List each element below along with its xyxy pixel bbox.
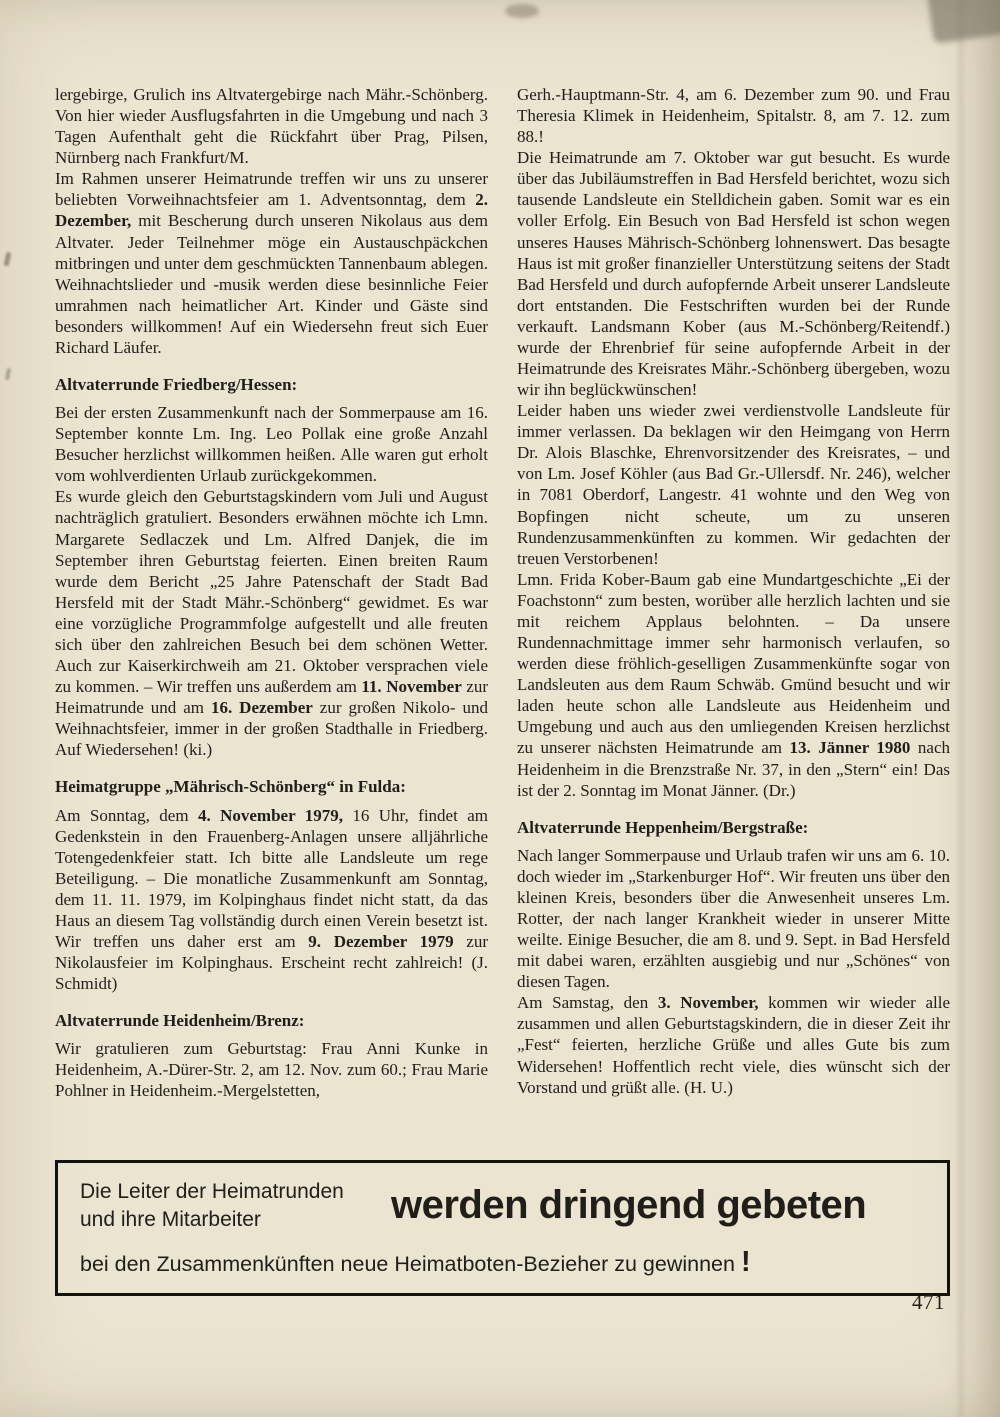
- section-heading-heidenheim: Altvaterrunde Heidenheim/Brenz:: [55, 1011, 305, 1031]
- paragraph-friedberg-1: Bei der ersten Zusammenkunft nach der Sommerpause am 16. September konnte Lm. Ing. Leo Pollak eine große Anzahl Besucher herzlichst willkommen heißen. Alle waren gut erholt vom wohlverdienten Urlaub zurückgekommen.: [55, 403, 488, 486]
- paragraph-heppenheim-2: Am Samstag, den 3. November, kommen wir wieder alle zusammen und allen Geburtstagskindern, die in dieser Zeit ihr „Fest“ feierten, herzliche Grüße und alles Gute bis zum Widersehen! Hoffentlich recht viele, dies wünscht sich der Vorstand und grüßt alle. (H. U.): [517, 993, 950, 1097]
- scan-artifact: [958, 0, 964, 1417]
- paragraph-vorweihnachtsfeier: Im Rahmen unserer Heimatrunde treffen wir uns zu unserer beliebten Vorweihnachtsfeier am 1. Adventsonntag, dem 2. Dezember, mit Bescherung durch unseren Nikolaus aus dem Altvater. Jeder Teilnehmer möge ein Austauschpäckchen mitbringen und unter dem geschmückten Tannenbaum ablegen. Weihnachtslieder und -musik werden diese besinnliche Feier umrahmen nach heimatlicher Art. Kinder und Gäste sind besonders willkommen! Auf ein Wiedersehn freut sich Euer Richard Läufer.: [55, 169, 488, 357]
- announcement-headline: werden dringend gebeten: [391, 1183, 867, 1228]
- paragraph-heidenheim-4: Leider haben uns wieder zwei verdienstvolle Landsleute für immer verlassen. Da beklagen wir den Heimgang von Herrn Dr. Alois Blaschke, Ehrenvorsitzender des Kreisrates, – und von Lm. Josef Köhler (aus Bad Gr.-Ullersdf. Nr. 246), welcher in 7081 Oberdorf, Langestr. 41 wohnte und den Weg von Bopfingen nicht scheute, um zu unseren Rundenzusammenkünften zu kommen. Wir gedachten der treuen Verstorbenen!: [517, 401, 950, 568]
- announcement-bottom-line: bei den Zusammenkünften neue Heimatboten-Bezieher zu gewinnen !: [80, 1246, 751, 1279]
- text-columns: [55, 84, 950, 1154]
- section-heading-heppenheim: Altvaterrunde Heppenheim/Bergstraße:: [517, 817, 809, 837]
- left-column: [55, 84, 488, 1154]
- section-heading-friedberg: Altvaterrunde Friedberg/Hessen:: [55, 375, 298, 395]
- paragraph-heidenheim-3: Die Heimatrunde am 7. Oktober war gut besucht. Es wurde über das Jubiläumstreffen in Bad Hersfeld berichtet, wozu sich tausende Landsleute ein Stelldichein gaben. Somit war es ein voller Erfolg. Ein Besuch von Bad Hersfeld ist schon wegen unseres Hauses Mährisch-Schönberg lohnenswert. Das besagte Haus ist mit großer finanzieller Unterstützung seitens der Stadt Bad Hersfeld und durch aufopfernde Arbeit unserer Landsleute dort entstanden. Die Festschriften wurden bei der Runde verkauft. Landsmann Kober (aus M.-Schönberg/Reitendf.) wurde der Ehrenbrief für seine aufopfernde Arbeit in der Heimatrunde des Kreisrates Mähr.-Schönberg übergeben, wozu wir ihn beglückwünschen!: [517, 148, 950, 400]
- right-column: [517, 84, 950, 1154]
- scan-artifact: [5, 368, 11, 381]
- paragraph-heppenheim-1: Nach langer Sommerpause und Urlaub trafen wir uns am 6. 10. doch wieder im „Starkenburger Hof“. Wir freuten uns über den kleinen Kreis, besonders über die Anwesenheit unseres Lm. Rotter, der nach langer Krankheit wieder in unserer Mitte weilte. Einige Besucher, die am 8. und 9. Sept. in Bad Hersfeld mit dabei waren, erzählten ausgiebig und nur „Schönes“ von diesen Tagen.: [517, 845, 950, 992]
- scan-artifact: [505, 4, 539, 18]
- paragraph-heidenheim-2: Gerh.-Hauptmann-Str. 4, am 6. Dezember zum 90. und Frau Theresia Klimek in Heidenheim, Spitalstr. 8, am 7. 12. zum 88.!: [517, 85, 950, 147]
- announcement-intro-line1: Die Leiter der Heimatrunden: [80, 1180, 344, 1203]
- scan-artifact: [927, 0, 1000, 44]
- paragraph-friedberg-2: Es wurde gleich den Geburtstagskindern vom Juli und August nachträglich gratuliert. Besonders erwähnen möchte ich Lmn. Margarete Sedlaczek und Lm. Alfred Danjek, die im September ihren Geburtstag feierten. Einen breiten Raum wurde dem Bericht „25 Jahre Patenschaft der Stadt Bad Hersfeld mit der Stadt Mähr.-Schönberg“ gewidmet. Es war eine vorzügliche Programmfolge aufgestellt und alle freuten sich über den zahlreichen Besuch bei dem schönen Wetter. Auch zur Kaiserkirchweih am 21. Oktober versprachen viele zu kommen. – Wir treffen uns außerdem am 11. November zur Heimatrunde und am 16. Dezember zur großen Nikolo- und Weihnachtsfeier, immer in der großen Stadthalle in Friedberg. Auf Wiedersehen! (ki.): [55, 487, 488, 760]
- announcement-top-row: [80, 1178, 925, 1233]
- announcement-intro-line2: und ihre Mitarbeiter: [80, 1207, 261, 1231]
- page-number: 471: [912, 1290, 945, 1314]
- scan-artifact: [4, 252, 12, 267]
- paragraph-heidenheim-5: Lmn. Frida Kober-Baum gab eine Mundartgeschichte „Ei der Foachstonn“ zum besten, worüber alle herzlich lachten und sie mit reichem Applaus belohnten. – Da unsere Rundennachmittage immer sehr harmonisch verlaufen, so werden diese fröhlich-geselligen Zusammenkünfte sogar von Landsleuten aus dem Raum Schwäb. Gmünd besucht und wir laden heute schon alle Landsleute aus Heidenheim und Umgebung und auch aus den umliegenden Kreisen herzlichst zu unserer nächsten Heimatrunde am 13. Jänner 1980 nach Heidenheim in die Brenzstraße Nr. 37, in den „Stern“ ein! Das ist der 2. Sonntag im Monat Jänner. (Dr.): [517, 569, 950, 800]
- paragraph-fulda: Am Sonntag, dem 4. November 1979, 16 Uhr, findet am Gedenkstein in den Frauenberg-Anlagen unsere alljährliche Totengedenkfeier statt. Ich bitte alle Landsleute um rege Beteiligung. – Die monatliche Zusammenkunft am Sonntag, dem 11. 11. 1979, im Kolpinghaus findet nicht statt, da das Haus an diesem Tag vollständig durch einen Verein besetzt ist. Wir treffen uns daher erst am 9. Dezember 1979 zur Nikolausfeier im Kolpinghaus. Erscheint recht zahlreich! (J. Schmidt): [55, 805, 489, 994]
- section-heading-fulda: Heimatgruppe „Mährisch-Schönberg“ in Fulda:: [55, 777, 406, 797]
- continued-paragraph: lergebirge, Grulich ins Altvatergebirge nach Mähr.-Schönberg. Von hier wieder Ausflugsfahrten in die Umgebung und nach 3 Tagen Aufenthalt geht die Rückfahrt über Prag, Pilsen, Nürnberg nach Frankfurt/M.: [55, 85, 488, 168]
- paragraph-heidenheim-1: Wir gratulieren zum Geburtstag: Frau Anni Kunke in Heidenheim, A.-Dürer-Str. 2, am 12. Nov. zum 60.; Frau Marie Pohlner in Heidenheim.-Mergelstetten,: [55, 1039, 488, 1101]
- announcement-box: [55, 1160, 950, 1296]
- announcement-intro: [80, 1178, 385, 1233]
